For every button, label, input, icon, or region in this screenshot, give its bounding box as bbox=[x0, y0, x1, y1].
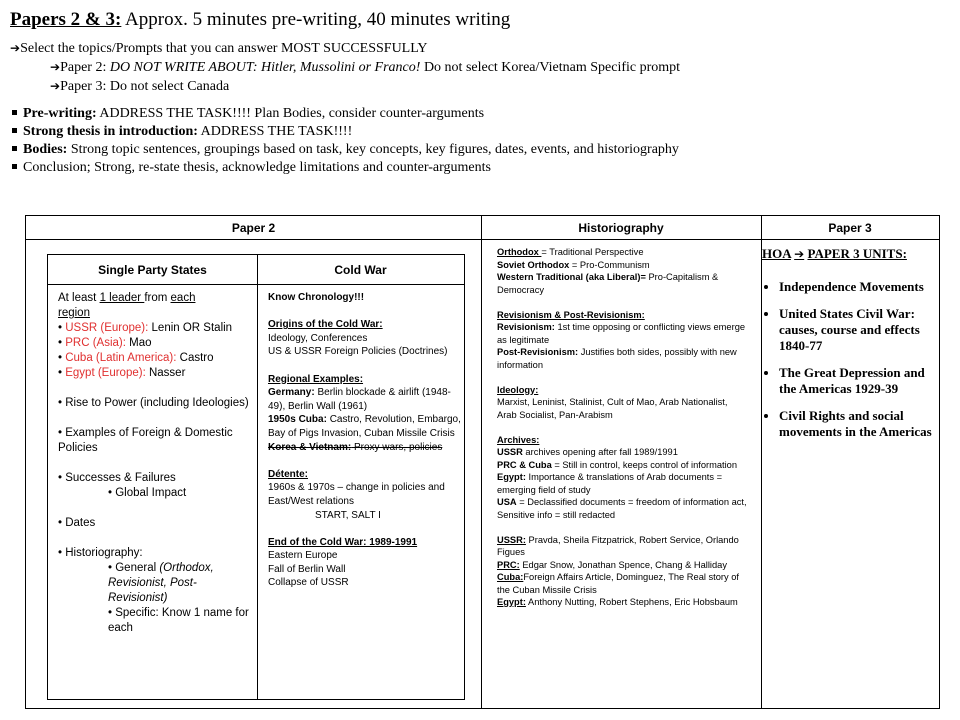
label: Egypt: bbox=[497, 472, 526, 482]
list-item: • PRC (Asia): Mao bbox=[58, 337, 152, 349]
list-item: • Successes & Failures bbox=[58, 472, 176, 484]
item-text bbox=[497, 471, 749, 496]
square-bullet-icon bbox=[12, 128, 17, 133]
item-text bbox=[497, 559, 749, 572]
region-name: Egypt (Europe): bbox=[65, 367, 146, 379]
item-text bbox=[497, 321, 749, 346]
historiography-content bbox=[497, 246, 749, 609]
square-bullet-icon bbox=[12, 110, 17, 115]
column-header-historiography: Historiography bbox=[481, 216, 761, 240]
list-item: • Rise to Power (including Ideologies) bbox=[58, 397, 249, 409]
column-divider bbox=[257, 255, 258, 699]
item-text bbox=[497, 246, 749, 259]
single-party-states-content bbox=[58, 291, 253, 636]
paper2-warning: DO NOT WRITE ABOUT: Hitler, Mussolini or Franco! bbox=[109, 60, 421, 75]
text: archives opening after fall 1989/1991 bbox=[522, 447, 678, 457]
list-item: • Cuba (Latin America): Castro bbox=[58, 352, 214, 364]
region-label: region bbox=[58, 307, 90, 319]
text: Proxy wars, policies bbox=[351, 441, 443, 453]
select-text: Select the topics/Prompts that you can answer MOST SUCCESSFULLY bbox=[20, 41, 428, 56]
label: USA bbox=[497, 497, 517, 507]
arrow-icon: ➔ bbox=[50, 60, 61, 74]
text: At least bbox=[58, 292, 100, 304]
text: Foreign Affairs Article, Dominguez, The Real story of the Cuban Missile Crisis bbox=[497, 572, 739, 595]
list-item: • Dates bbox=[58, 517, 96, 529]
section-heading: Regional Examples: bbox=[268, 373, 364, 385]
item-text bbox=[497, 346, 749, 371]
paper2-note: Do not select Korea/Vietnam Specific prompt bbox=[423, 60, 681, 75]
text: PAPER 3 UNITS: bbox=[807, 246, 907, 261]
label: Egypt: bbox=[497, 597, 526, 607]
section-heading: End of the Cold War: 1989-1991 bbox=[268, 536, 418, 548]
label: USSR: bbox=[497, 534, 526, 545]
paper3-line bbox=[50, 77, 950, 96]
text: = Pro-Communism bbox=[569, 259, 650, 270]
title-text: Approx. 5 minutes pre-writing, 40 minutes writing bbox=[125, 9, 511, 30]
list-item: • Global Impact bbox=[108, 487, 187, 499]
item-text: Fall of Berlin Wall bbox=[268, 563, 346, 575]
list-item: • United States Civil War: causes, course and effects 1840-77 bbox=[779, 306, 934, 354]
region-name: Cuba (Latin America): bbox=[65, 352, 177, 364]
item-text bbox=[497, 596, 749, 609]
item-text bbox=[268, 413, 463, 440]
label: Post-Revisionism: bbox=[497, 347, 579, 357]
section-heading: Revisionism & Post-Revisionism: bbox=[497, 309, 645, 320]
item-text: Marxist, Leninist, Stalinist, Cult of Mao, Arab Nationalist, Arab Socialist, Pan-Arabism bbox=[497, 397, 728, 420]
know-chronology: Know Chronology!!! bbox=[268, 292, 365, 303]
paper2-line bbox=[50, 58, 950, 77]
text: = Still in control, keeps control of information bbox=[551, 459, 738, 470]
bullet-text: ADDRESS THE TASK!!!! bbox=[200, 124, 353, 139]
section-heading: Archives: bbox=[497, 434, 540, 445]
text: Edgar Snow, Jonathan Spence, Chang & Halliday bbox=[519, 559, 727, 570]
item-text bbox=[497, 446, 749, 459]
list-item: • Historiography: bbox=[58, 547, 143, 559]
list-item: • Egypt (Europe): Nasser bbox=[58, 367, 186, 379]
leader-name: Mao bbox=[125, 337, 152, 349]
text: = Declassified documents = freedom of information act, Sensitive info = still redacted bbox=[497, 497, 747, 520]
label: Soviet Orthodox bbox=[497, 259, 570, 270]
bullet-label: Pre-writing: bbox=[23, 106, 97, 121]
label: Western Traditional (aka Liberal)= bbox=[497, 272, 646, 282]
item-text: Ideology, Conferences bbox=[268, 332, 368, 344]
leader-name: Castro bbox=[176, 352, 214, 364]
square-bullet-icon bbox=[12, 146, 17, 151]
item-text: Eastern Europe bbox=[268, 550, 338, 562]
page-title bbox=[10, 8, 950, 32]
text: Pravda, Sheila Fitzpatrick, Robert Service, Orlando Figues bbox=[497, 534, 739, 557]
list-item: • Specific: Know 1 name for each bbox=[108, 607, 249, 634]
text: Importance & translations of Arab documents = emerging field of study bbox=[497, 472, 723, 495]
label: USSR bbox=[497, 447, 523, 457]
item-text bbox=[497, 571, 749, 596]
list-item: • Civil Rights and social movements in the Americas bbox=[779, 408, 934, 440]
paper3-content bbox=[762, 246, 934, 451]
paper3-text: Paper 3: Do not select Canada bbox=[60, 79, 230, 94]
text: each bbox=[170, 292, 196, 304]
column-header-cold-war: Cold War bbox=[257, 255, 464, 285]
bullet-label: Strong thesis in introduction: bbox=[23, 124, 198, 139]
column-header-paper2: Paper 2 bbox=[26, 216, 481, 240]
instructions-header bbox=[10, 8, 950, 177]
square-bullet-icon bbox=[12, 164, 17, 169]
text: from bbox=[144, 292, 171, 304]
bullet-label: Bodies: bbox=[23, 142, 68, 157]
bullet-text: ADDRESS THE TASK!!!! Plan Bodies, consider counter-arguments bbox=[99, 106, 485, 121]
bullet-text: Strong topic sentences, groupings based on task, key concepts, key figures, dates, events, and historiography bbox=[70, 142, 679, 157]
item-text: General bbox=[115, 562, 160, 574]
item-text: START, SALT I bbox=[315, 509, 381, 521]
bullet-text: Conclusion; Strong, re-state thesis, acknowledge limitations and counter-arguments bbox=[23, 160, 491, 175]
section-heading: Ideology: bbox=[497, 384, 539, 395]
bullet-prewriting bbox=[10, 105, 950, 123]
label: Orthodox bbox=[497, 247, 542, 257]
item-text: 1960s & 1970s – change in policies and East/West relations bbox=[268, 482, 445, 507]
item-text bbox=[497, 496, 749, 521]
select-line bbox=[10, 39, 950, 58]
item-text: Collapse of USSR bbox=[268, 577, 349, 589]
label: Cuba: bbox=[497, 572, 524, 582]
region-name: USSR (Europe): bbox=[65, 322, 149, 334]
text: 1 leader bbox=[99, 292, 145, 304]
list-item: • Examples of Foreign & Domestic Policies bbox=[58, 427, 233, 454]
bullet-thesis bbox=[10, 123, 950, 141]
item-text: (Orthodox, Revisionist, Post-Revisionist) bbox=[108, 562, 214, 604]
units-list bbox=[762, 279, 934, 440]
item-text: US & USSR Foreign Policies (Doctrines) bbox=[268, 346, 448, 358]
item-text: Specific: Know 1 name for each bbox=[108, 607, 249, 634]
item-text bbox=[497, 259, 749, 272]
list-item: • The Great Depression and the Americas 1929-39 bbox=[779, 365, 934, 397]
title-label: Papers 2 & 3: bbox=[10, 9, 122, 30]
column-header-paper3: Paper 3 bbox=[761, 216, 939, 240]
label: Korea & Vietnam: bbox=[268, 441, 352, 453]
item-text: Examples of Foreign & Domestic Policies bbox=[58, 427, 233, 454]
list-item: • General (Orthodox, Revisionist, Post-Revisionist) bbox=[108, 562, 214, 604]
arrow-icon: ➔ bbox=[50, 79, 61, 93]
arrow-icon: ➔ bbox=[794, 247, 805, 261]
list-item: • Independence Movements bbox=[779, 279, 934, 295]
text: Castro, Revolution, Embargo, Bay of Pigs Invasion, Cuban Missile Crisis bbox=[268, 414, 461, 439]
label: Germany: bbox=[268, 387, 315, 399]
cold-war-content bbox=[268, 291, 463, 590]
text: Berlin blockade & airlift (1948-49), Berlin Wall (1961) bbox=[268, 387, 451, 412]
text: = Traditional Perspective bbox=[541, 247, 644, 257]
paper2-inner-table bbox=[47, 254, 465, 700]
label: 1950s Cuba: bbox=[268, 414, 327, 426]
label: PRC: bbox=[497, 559, 520, 570]
leader-name: Lenin OR Stalin bbox=[148, 322, 233, 334]
column-header-single-party-states: Single Party States bbox=[48, 255, 257, 285]
section-heading: Détente: bbox=[268, 468, 309, 480]
item-text bbox=[497, 534, 749, 559]
item-text bbox=[497, 459, 749, 472]
text: Anthony Nutting, Robert Stephens, Eric Hobsbaum bbox=[525, 597, 738, 607]
text: Justifies both sides, possibly with new information bbox=[497, 347, 737, 370]
leader-requirement bbox=[58, 291, 253, 306]
bullet-bodies bbox=[10, 141, 950, 159]
paper2-label: Paper 2: bbox=[60, 60, 107, 75]
bullet-conclusion bbox=[10, 159, 950, 177]
label: Revisionism: bbox=[497, 322, 555, 332]
section-heading: Origins of the Cold War: bbox=[268, 319, 383, 331]
text: Pro-Capitalism & Democracy bbox=[497, 272, 719, 295]
leader-name: Nasser bbox=[145, 367, 186, 379]
text: 1st time opposing or conflicting views emerge as legitimate bbox=[497, 322, 746, 345]
arrow-icon: ➔ bbox=[10, 41, 21, 55]
item-text: Dates bbox=[65, 517, 96, 529]
text: HOA bbox=[762, 246, 791, 261]
item-text: Historiography: bbox=[65, 547, 143, 559]
column-divider bbox=[481, 216, 482, 708]
item-text bbox=[268, 386, 463, 413]
item-text bbox=[268, 441, 463, 455]
label: PRC & Cuba bbox=[497, 459, 552, 470]
item-text: Rise to Power (including Ideologies) bbox=[65, 397, 249, 409]
paper3-heading bbox=[762, 246, 934, 262]
list-item: • USSR (Europe): Lenin OR Stalin bbox=[58, 322, 233, 334]
item-text: Successes & Failures bbox=[65, 472, 176, 484]
item-text bbox=[497, 271, 749, 296]
region-name: PRC (Asia): bbox=[65, 337, 126, 349]
item-text: Global Impact bbox=[115, 487, 187, 499]
